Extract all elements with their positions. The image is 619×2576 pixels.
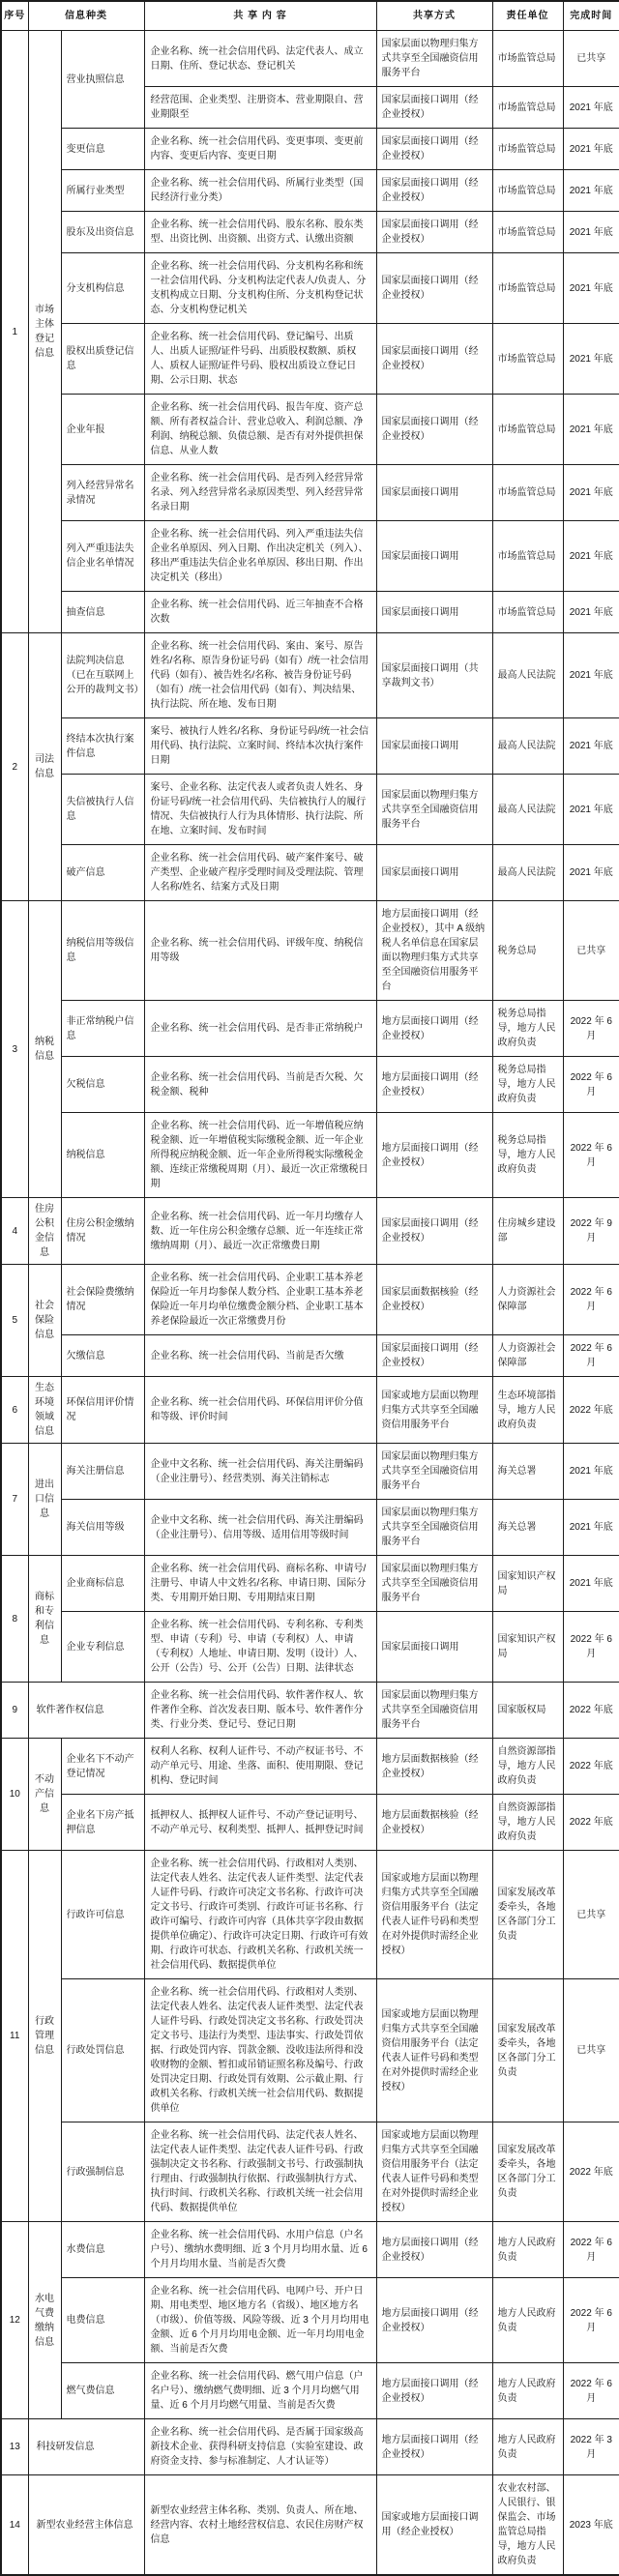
- table-row: [1, 845, 619, 901]
- responsible-unit-cell: 地方人民政府负责: [492, 2278, 563, 2363]
- responsible-unit-cell: 国家知识产权局: [492, 1612, 563, 1683]
- table-row: [1, 2475, 619, 2576]
- share-method-cell: 国家或地方层面以物理归集方式共享至全国融资信用服务平台（法定代表人证件号码和类型在对外提供时需经企业授权）: [376, 1851, 492, 1979]
- info-type-cell: 环保信用评价情况: [61, 1377, 144, 1444]
- shared-content-cell: 企业中文名称、统一社会信用代码、海关注册编码（企业注册号）、信用等级、适用信用等级时间: [144, 1500, 376, 1556]
- shared-content-cell: 权利人名称、权利人证件号、不动产权证书号、不动产单元号、用途、坐落、面积、使用期限、登记机构、登记时间: [144, 1739, 376, 1795]
- share-method-cell: 国家或地方层面以物理归集方式共享至全国融资信用服务平台: [376, 1377, 492, 1444]
- info-type-cell: 燃气费信息: [61, 2363, 144, 2419]
- responsible-unit-cell: 最高人民法院: [492, 845, 563, 901]
- completion-time-cell: 2022 年 6 月: [563, 1001, 619, 1057]
- row-number-cell: 9: [1, 1683, 28, 1739]
- shared-content-cell: 企业名称、统一社会信用代码、专利名称、专利类型、申请（专利）号、申请（专利权）人、申请（专利权）人地址、申请日期、发明（设计）人、公开（公告）号、公开（公告）日期、法律状态: [144, 1612, 376, 1683]
- shared-content-cell: 企业名称、统一社会信用代码、所属行业类型（国民经济行业分类）: [144, 170, 376, 212]
- table-row: [1, 395, 619, 465]
- completion-time-cell: 2021 年底: [563, 253, 619, 324]
- completion-time-cell: 2022 年 6 月: [563, 2363, 619, 2419]
- info-type-cell: 企业名下不动产登记情况: [61, 1739, 144, 1795]
- info-type-cell: 企业名下房产抵押信息: [61, 1795, 144, 1851]
- table-row: [1, 775, 619, 845]
- shared-content-cell: 企业名称、统一社会信用代码、法定代表人、成立日期、住所、登记状态、登记机关: [144, 31, 376, 87]
- share-method-cell: 地方层面接口调用（经企业授权）: [376, 1001, 492, 1057]
- completion-time-cell: 已共享: [563, 1979, 619, 2122]
- category-group-cell: 司法信息: [28, 633, 61, 901]
- shared-content-cell: 企业名称、统一社会信用代码、近一年月均缴存人数、近一年住房公积金缴存总额、近一年连续正常缴纳周期（月）、最近一次正常缴费日期: [144, 1198, 376, 1265]
- table-row: [1, 2222, 619, 2278]
- category-group-cell: 行政管理信息: [28, 1851, 61, 2222]
- table-row: [1, 718, 619, 775]
- row-number-cell: 11: [1, 1851, 28, 2222]
- table-row: [1, 2419, 619, 2475]
- completion-time-cell: 2021 年底: [563, 718, 619, 775]
- info-type-cell: 电费信息: [61, 2278, 144, 2363]
- share-method-cell: 国家层面接口调用: [376, 592, 492, 633]
- row-number-cell: 13: [1, 2419, 28, 2475]
- responsible-unit-cell: 国家发展改革委牵头，各地区各部门分工负责: [492, 1979, 563, 2122]
- share-method-cell: 地方层面接口调用（经企业授权）: [376, 2278, 492, 2363]
- column-header-completion-time: 完成时间: [563, 1, 619, 31]
- completion-time-cell: 2022 年底: [563, 2122, 619, 2222]
- info-type-cell: 法院判决信息（已在互联网上公开的裁判文书）: [61, 633, 144, 718]
- completion-time-cell: 2023 年底: [563, 2475, 619, 2576]
- responsible-unit-cell: 市场监管总局: [492, 592, 563, 633]
- info-type-cell: 行政许可信息: [61, 1851, 144, 1979]
- row-number-cell: 2: [1, 633, 28, 901]
- table-row: [1, 1739, 619, 1795]
- info-type-cell: 软件著作权信息: [28, 1683, 144, 1739]
- responsible-unit-cell: 人力资源社会保障部: [492, 1265, 563, 1335]
- share-method-cell: 国家层面接口调用: [376, 845, 492, 901]
- shared-content-cell: 抵押权人、抵押权人证件号、不动产登记证明号、不动产单元号、权利类型、抵押人、抵押登记时间: [144, 1795, 376, 1851]
- column-header-share-method: 共享方式: [376, 1, 492, 31]
- responsible-unit-cell: 税务总局指导，地方人民政府负责: [492, 1001, 563, 1057]
- completion-time-cell: 2021 年底: [563, 845, 619, 901]
- shared-content-cell: 企业名称、统一社会信用代码、股东名称、股东类型、出资比例、出资额、出资方式、认缴出资额: [144, 212, 376, 253]
- table-row: [1, 901, 619, 1001]
- category-group-cell: 生态环境领域信息: [28, 1377, 61, 1444]
- completion-time-cell: 2022 年底: [563, 1683, 619, 1739]
- completion-time-cell: 2021 年底: [563, 633, 619, 718]
- share-method-cell: 国家层面接口调用（经企业授权）: [376, 1335, 492, 1377]
- shared-content-cell: 企业名称、统一社会信用代码、当前是否欠税、欠税金额、税种: [144, 1057, 376, 1113]
- shared-content-cell: 经营范围、企业类型、注册资本、营业期限自、营业期限至: [144, 87, 376, 129]
- responsible-unit-cell: 生态环境部指导，地方人民政府负责: [492, 1377, 563, 1444]
- table-row: [1, 633, 619, 718]
- completion-time-cell: 2021 年底: [563, 170, 619, 212]
- share-method-cell: 国家层面接口调用（经企业授权）: [376, 87, 492, 129]
- responsible-unit-cell: 农业农村部、人民银行、银保监会、市场监管总局指导，地方人民政府负责: [492, 2475, 563, 2576]
- responsible-unit-cell: 住房城乡建设部: [492, 1198, 563, 1265]
- completion-time-cell: 2021 年底: [563, 521, 619, 592]
- responsible-unit-cell: 市场监管总局: [492, 129, 563, 170]
- row-number-cell: 7: [1, 1444, 28, 1556]
- share-method-cell: 地方层面接口调用（经企业授权）: [376, 1057, 492, 1113]
- share-method-cell: 国家或地方层面接口调用（经企业授权）: [376, 2475, 492, 2576]
- category-group-cell: 住房公积金信息: [28, 1198, 61, 1265]
- shared-content-cell: 案号、被执行人姓名/名称、身份证号码/统一社会信用代码、执行法院、立案时间、终结本次执行案件日期: [144, 718, 376, 775]
- table-row: [1, 521, 619, 592]
- responsible-unit-cell: 市场监管总局: [492, 395, 563, 465]
- share-method-cell: 国家层面以物理归集方式共享至全国融资信用服务平台: [376, 1500, 492, 1556]
- completion-time-cell: 2021 年底: [563, 592, 619, 633]
- row-number-cell: 14: [1, 2475, 28, 2576]
- table-row: [1, 212, 619, 253]
- responsible-unit-cell: 地方人民政府负责: [492, 2222, 563, 2278]
- shared-content-cell: 企业名称、统一社会信用代码、评级年度、纳税信用等级: [144, 901, 376, 1001]
- share-method-cell: 国家层面接口调用（经企业授权）: [376, 324, 492, 395]
- row-number-cell: 8: [1, 1556, 28, 1683]
- responsible-unit-cell: 自然资源部指导，地方人民政府负责: [492, 1739, 563, 1795]
- column-header-shared-content: 共 享 内 容: [144, 1, 376, 31]
- shared-content-cell: 企业名称、统一社会信用代码、近一年增值税应纳税金额、近一年增值税实际缴税金额、近一年企业所得税应纳税金额、近一年企业所得税实际缴税金额、连续正常缴税周期（月）、最近一次正常缴税日期: [144, 1113, 376, 1198]
- shared-content-cell: 企业名称、统一社会信用代码、商标名称、申请号/注册号、申请人中文姓名/名称、申请日期、国际分类、专用期开始日期、专用期结束日期: [144, 1556, 376, 1612]
- table-header-row: [1, 1, 619, 31]
- responsible-unit-cell: 国家发展改革委牵头，各地区各部门分工负责: [492, 2122, 563, 2222]
- shared-content-cell: 企业名称、统一社会信用代码、近三年抽查不合格次数: [144, 592, 376, 633]
- info-type-cell: 行政强制信息: [61, 2122, 144, 2222]
- share-method-cell: 国家层面以物理归集方式共享至全国融资信用服务平台: [376, 1444, 492, 1500]
- info-type-cell: 社会保险费缴纳情况: [61, 1265, 144, 1335]
- info-type-cell: 企业年报: [61, 395, 144, 465]
- shared-content-cell: 企业名称、统一社会信用代码、分支机构名称和统一社会信用代码、分支机构法定代表人/负责人、分支机构成立日期、分支机构住所、分支机构登记状态、分支机构登记机关: [144, 253, 376, 324]
- shared-content-cell: 企业名称、统一社会信用代码、水用户信息（户名户号）、缴纳水费明细、近 3 个月月均用水量、近 6 个月月均用水量、当前是否欠费: [144, 2222, 376, 2278]
- info-type-cell: 欠缴信息: [61, 1335, 144, 1377]
- column-header-serial-number: 序号: [1, 1, 28, 31]
- completion-time-cell: 2022 年底: [563, 1795, 619, 1851]
- shared-content-cell: 企业名称、统一社会信用代码、是否属于国家级高新技术企业、获得科研支持信息（实验室建设、政府资金支持、参与标准制定、人才认证等）: [144, 2419, 376, 2475]
- table-body: [1, 31, 619, 2576]
- info-type-cell: 水费信息: [61, 2222, 144, 2278]
- shared-content-cell: 新型农业经营主体名称、类别、负责人、所在地、经营内容、农村土地经营权信息、农民住房财产权信息: [144, 2475, 376, 2576]
- share-method-cell: 国家层面接口调用（经企业授权）: [376, 212, 492, 253]
- table-row: [1, 465, 619, 521]
- info-type-cell: 住房公积金缴纳情况: [61, 1198, 144, 1265]
- share-method-cell: 国家层面接口调用: [376, 1612, 492, 1683]
- completion-time-cell: 2022 年 6 月: [563, 1612, 619, 1683]
- category-group-cell: 纳税信息: [28, 901, 61, 1198]
- table-row: [1, 2122, 619, 2222]
- completion-time-cell: 已共享: [563, 1851, 619, 1979]
- table-row: [1, 31, 619, 87]
- category-group-cell: 商标和专利信息: [28, 1556, 61, 1683]
- table-row: [1, 2278, 619, 2363]
- table-row: [1, 1113, 619, 1198]
- info-type-cell: 股权出质登记信息: [61, 324, 144, 395]
- share-method-cell: 地方层面数据核验（经企业授权）: [376, 1795, 492, 1851]
- row-number-cell: 10: [1, 1739, 28, 1851]
- share-method-cell: 地方层面接口调用（经企业授权）: [376, 2419, 492, 2475]
- completion-time-cell: 2022 年 6 月: [563, 1113, 619, 1198]
- completion-time-cell: 2021 年底: [563, 129, 619, 170]
- table-row: [1, 1612, 619, 1683]
- responsible-unit-cell: 自然资源部指导，地方人民政府负责: [492, 1795, 563, 1851]
- info-type-cell: 欠税信息: [61, 1057, 144, 1113]
- info-type-cell: 企业专利信息: [61, 1612, 144, 1683]
- completion-time-cell: 2022 年 3 月: [563, 2419, 619, 2475]
- shared-content-cell: 企业名称、统一社会信用代码、变更事项、变更前内容、变更后内容、变更日期: [144, 129, 376, 170]
- category-group-cell: 社会保险信息: [28, 1265, 61, 1377]
- share-method-cell: 国家层面以物理归集方式共享至全国融资信用服务平台: [376, 775, 492, 845]
- share-method-cell: 地方层面接口调用（经企业授权）: [376, 2363, 492, 2419]
- share-method-cell: 地方层面接口调用（经企业授权）: [376, 1113, 492, 1198]
- category-group-cell: 进出口信息: [28, 1444, 61, 1556]
- responsible-unit-cell: 市场监管总局: [492, 212, 563, 253]
- table-row: [1, 1001, 619, 1057]
- table-row: [1, 129, 619, 170]
- info-type-cell: 海关信用等级: [61, 1500, 144, 1556]
- responsible-unit-cell: 海关总署: [492, 1500, 563, 1556]
- share-method-cell: 国家层面以物理归集方式共享至全国融资信用服务平台: [376, 31, 492, 87]
- table-row: [1, 1198, 619, 1265]
- table-row: [1, 1057, 619, 1113]
- shared-content-cell: 企业名称、统一社会信用代码、软件著作权人、软件著作全称、首次发表日期、版本号、软件著作分类、行业分类、登记号、登记日期: [144, 1683, 376, 1739]
- responsible-unit-cell: 市场监管总局: [492, 31, 563, 87]
- row-number-cell: 4: [1, 1198, 28, 1265]
- completion-time-cell: 2022 年 6 月: [563, 2278, 619, 2363]
- responsible-unit-cell: 最高人民法院: [492, 633, 563, 718]
- completion-time-cell: 2021 年底: [563, 465, 619, 521]
- info-type-cell: 纳税信用等级信息: [61, 901, 144, 1001]
- completion-time-cell: 2021 年底: [563, 775, 619, 845]
- info-type-cell: 破产信息: [61, 845, 144, 901]
- info-type-cell: 新型农业经营主体信息: [28, 2475, 144, 2576]
- responsible-unit-cell: 市场监管总局: [492, 170, 563, 212]
- completion-time-cell: 2022 年 6 月: [563, 1265, 619, 1335]
- info-type-cell: 列入严重违法失信企业名单情况: [61, 521, 144, 592]
- info-type-cell: 纳税信息: [61, 1113, 144, 1198]
- completion-time-cell: 2022 年 6 月: [563, 1335, 619, 1377]
- responsible-unit-cell: 市场监管总局: [492, 253, 563, 324]
- share-method-cell: 国家层面接口调用（经企业授权）: [376, 170, 492, 212]
- responsible-unit-cell: 海关总署: [492, 1444, 563, 1500]
- share-method-cell: 地方层面接口调用（经企业授权），其中 A 级纳税人名单信息在国家层面以物理归集方式共享至全国融资信用服务平台: [376, 901, 492, 1001]
- completion-time-cell: 2021 年底: [563, 1556, 619, 1612]
- share-method-cell: 国家层面接口调用（经企业授权）: [376, 253, 492, 324]
- info-type-cell: 行政处罚信息: [61, 1979, 144, 2122]
- responsible-unit-cell: 人力资源社会保障部: [492, 1335, 563, 1377]
- responsible-unit-cell: 税务总局指导，地方人民政府负责: [492, 1113, 563, 1198]
- completion-time-cell: 2021 年底: [563, 324, 619, 395]
- completion-time-cell: 2021 年底: [563, 395, 619, 465]
- info-type-cell: 科技研发信息: [28, 2419, 144, 2475]
- shared-content-cell: 企业名称、统一社会信用代码、环保信用评价分值和等级、评价时间: [144, 1377, 376, 1444]
- info-type-cell: 变更信息: [61, 129, 144, 170]
- shared-content-cell: 企业名称、统一社会信用代码、登记编号、出质人、出质人证照/证件号码、出质股权数额、质权人、质权人证照/证件号码、股权出质设立登记日期、公示日期、状态: [144, 324, 376, 395]
- row-number-cell: 5: [1, 1265, 28, 1377]
- shared-content-cell: 企业名称、统一社会信用代码、企业职工基本养老保险近一年月均参保人数分档、企业职工基本养老保险近一年月均单位缴费金额分档、企业职工基本养老保险最近一次正常缴费月份: [144, 1265, 376, 1335]
- table-row: [1, 1851, 619, 1979]
- row-number-cell: 3: [1, 901, 28, 1198]
- table-row: [1, 324, 619, 395]
- category-group-cell: 不动产信息: [28, 1739, 61, 1851]
- category-group-cell: 市场主体登记信息: [28, 31, 61, 633]
- info-type-cell: 海关注册信息: [61, 1444, 144, 1500]
- column-header-responsible-unit: 责任单位: [492, 1, 563, 31]
- share-method-cell: 国家层面数据核验（经企业授权）: [376, 1265, 492, 1335]
- table-row: [1, 1979, 619, 2122]
- responsible-unit-cell: 最高人民法院: [492, 718, 563, 775]
- shared-content-cell: 企业名称、统一社会信用代码、法定代表人姓名、法定代表人证件类型、法定代表人证件号码、行政强制决定文书名称、行政强制文书号、行政强制执行理由、行政强制执行依据、行政强制执行方式、执行时间、行政机关名称、行政机关统一社会信用代码、数据提供单位: [144, 2122, 376, 2222]
- responsible-unit-cell: 国家版权局: [492, 1683, 563, 1739]
- share-method-cell: 国家层面接口调用: [376, 521, 492, 592]
- shared-content-cell: 企业名称、统一社会信用代码、案由、案号、原告姓名/名称、原告身份证号码（如有）/统一社会信用代码（如有）、被告姓名/名称、被告身份证号码（如有）/统一社会信用代码（如有）、判决结果、执行法院、所在地、发布日期: [144, 633, 376, 718]
- table-row: [1, 1444, 619, 1500]
- column-header-info-type: 信息种类: [28, 1, 144, 31]
- info-type-cell: 非正常纳税户信息: [61, 1001, 144, 1057]
- completion-time-cell: 2022 年 6 月: [563, 1057, 619, 1113]
- share-method-cell: 国家层面接口调用: [376, 465, 492, 521]
- shared-content-cell: 企业名称、统一社会信用代码、燃气用户信息（户名户号）、缴纳燃气费明细、近 3 个月月均燃气用量、近 6 个月月均燃气用量、当前是否欠费: [144, 2363, 376, 2419]
- share-method-cell: 国家层面接口调用: [376, 718, 492, 775]
- shared-content-cell: 企业名称、统一社会信用代码、是否非正常纳税户: [144, 1001, 376, 1057]
- shared-content-cell: 企业名称、统一社会信用代码、列入严重违法失信企业名单原因、列入日期、作出决定机关（列入）、移出严重违法失信企业名单原因、移出日期、作出决定机关（移出）: [144, 521, 376, 592]
- responsible-unit-cell: 最高人民法院: [492, 775, 563, 845]
- shared-content-cell: 企业名称、统一社会信用代码、是否列入经营异常名录、列入经营异常名录原因类型、列入经营异常名录日期: [144, 465, 376, 521]
- share-method-cell: 地方层面接口调用（经企业授权）: [376, 2222, 492, 2278]
- shared-content-cell: 企业名称、统一社会信用代码、破产案件案号、破产类型、企业破产程序受理时间及受理法院、管理人名称/姓名、结案方式及日期: [144, 845, 376, 901]
- shared-content-cell: 企业名称、统一社会信用代码、行政相对人类别、法定代表人姓名、法定代表人证件类型、法定代表人证件号码、行政处罚决定文书名称、行政处罚决定文书号、违法行为类型、违法事实、行政处罚依据、行政处罚内容、罚款金额、没收违法所得和没收财物的金额、暂扣或吊销证照名称及编号、行政处罚决定日期、行政处罚有效期、公示截止期、行政机关名称、行政机关统一社会信用代码、数据提供单位: [144, 1979, 376, 2122]
- row-number-cell: 12: [1, 2222, 28, 2419]
- info-type-cell: 失信被执行人信息: [61, 775, 144, 845]
- category-group-cell: 水电气费缴纳信息: [28, 2222, 61, 2419]
- info-type-cell: 终结本次执行案件信息: [61, 718, 144, 775]
- completion-time-cell: 2022 年 9 月: [563, 1198, 619, 1265]
- share-method-cell: 国家层面以物理归集方式共享至全国融资信用服务平台: [376, 1556, 492, 1612]
- responsible-unit-cell: 税务总局: [492, 901, 563, 1001]
- completion-time-cell: 2021 年底: [563, 1444, 619, 1500]
- table-row: [1, 1556, 619, 1612]
- responsible-unit-cell: 市场监管总局: [492, 521, 563, 592]
- responsible-unit-cell: 国家发展改革委牵头，各地区各部门分工负责: [492, 1851, 563, 1979]
- info-type-cell: 企业商标信息: [61, 1556, 144, 1612]
- table-row: [1, 1377, 619, 1444]
- shared-content-cell: 企业中文名称、统一社会信用代码、海关注册编码（企业注册号）、经营类别、海关注销标志: [144, 1444, 376, 1500]
- share-method-cell: 国家层面接口调用（经企业授权）: [376, 129, 492, 170]
- share-method-cell: 国家或地方层面以物理归集方式共享至全国融资信用服务平台（法定代表人证件号码和类型在对外提供时需经企业授权）: [376, 2122, 492, 2222]
- share-method-cell: 国家层面以物理归集方式共享至全国融资信用服务平台: [376, 1683, 492, 1739]
- share-method-cell: 国家或地方层面以物理归集方式共享至全国融资信用服务平台（法定代表人证件号码和类型在对外提供时需经企业授权）: [376, 1979, 492, 2122]
- completion-time-cell: 2022 年 6 月: [563, 2222, 619, 2278]
- info-type-cell: 分支机构信息: [61, 253, 144, 324]
- share-method-cell: 国家层面接口调用（共享裁判文书）: [376, 633, 492, 718]
- completion-time-cell: 2022 年底: [563, 1739, 619, 1795]
- responsible-unit-cell: 市场监管总局: [492, 465, 563, 521]
- responsible-unit-cell: 地方人民政府负责: [492, 2363, 563, 2419]
- share-method-cell: 国家层面接口调用（经企业授权）: [376, 1198, 492, 1265]
- table-row: [1, 170, 619, 212]
- responsible-unit-cell: 税务总局指导，地方人民政府负责: [492, 1057, 563, 1113]
- row-number-cell: 1: [1, 31, 28, 633]
- info-type-cell: 股东及出资信息: [61, 212, 144, 253]
- table-row: [1, 1335, 619, 1377]
- responsible-unit-cell: 市场监管总局: [492, 87, 563, 129]
- info-type-cell: 营业执照信息: [61, 31, 144, 129]
- completion-time-cell: 2021 年底: [563, 1500, 619, 1556]
- table-row: [1, 592, 619, 633]
- shared-content-cell: 企业名称、统一社会信用代码、行政相对人类别、法定代表人姓名、法定代表人证件类型、法定代表人证件号码、行政许可决定文书名称、行政许可决定文书号、行政许可类别、行政许可证书名称、行政许可编号、行政许可内容（具体共享字段由数据提供单位确定）、行政许可决定日期、行政许可有效期、行政许可状态、行政机关名称、行政机关统一社会信用代码、数据提供单位: [144, 1851, 376, 1979]
- completion-time-cell: 已共享: [563, 31, 619, 87]
- shared-content-cell: 企业名称、统一社会信用代码、电网户号、开户日期、用电类型、地区地方名（省级）、地区地方名（市级）、价值等级、风险等级、近 3 个月月均用电金额、近 6 个月月均用电金额、近一年月均用电金额、当前是否欠费: [144, 2278, 376, 2363]
- share-method-cell: 国家层面接口调用（经企业授权）: [376, 395, 492, 465]
- responsible-unit-cell: 市场监管总局: [492, 324, 563, 395]
- row-number-cell: 6: [1, 1377, 28, 1444]
- shared-content-cell: 案号、企业名称、法定代表人或者负责人姓名、身份证号码/统一社会信用代码、失信被执行人的履行情况、失信被执行人行为具体情形、执行法院、所在地、立案时间、发布时间: [144, 775, 376, 845]
- table-row: [1, 1500, 619, 1556]
- table-row: [1, 1265, 619, 1335]
- completion-time-cell: 已共享: [563, 901, 619, 1001]
- responsible-unit-cell: 地方人民政府负责: [492, 2419, 563, 2475]
- info-type-cell: 列入经营异常名录情况: [61, 465, 144, 521]
- info-type-cell: 所属行业类型: [61, 170, 144, 212]
- shared-content-cell: 企业名称、统一社会信用代码、报告年度、资产总额、所有者权益合计、营业总收入、利润总额、净利润、纳税总额、负债总额、是否有对外提供担保信息、从业人数: [144, 395, 376, 465]
- completion-time-cell: 2021 年底: [563, 212, 619, 253]
- responsible-unit-cell: 国家知识产权局: [492, 1556, 563, 1612]
- table-row: [1, 2363, 619, 2419]
- info-type-cell: 抽查信息: [61, 592, 144, 633]
- table-row: [1, 1795, 619, 1851]
- completion-time-cell: 2021 年底: [563, 87, 619, 129]
- table-row: [1, 253, 619, 324]
- table-row: [1, 1683, 619, 1739]
- shared-content-cell: 企业名称、统一社会信用代码、当前是否欠缴: [144, 1335, 376, 1377]
- share-method-cell: 地方层面数据核验（经企业授权）: [376, 1739, 492, 1795]
- completion-time-cell: 2022 年底: [563, 1377, 619, 1444]
